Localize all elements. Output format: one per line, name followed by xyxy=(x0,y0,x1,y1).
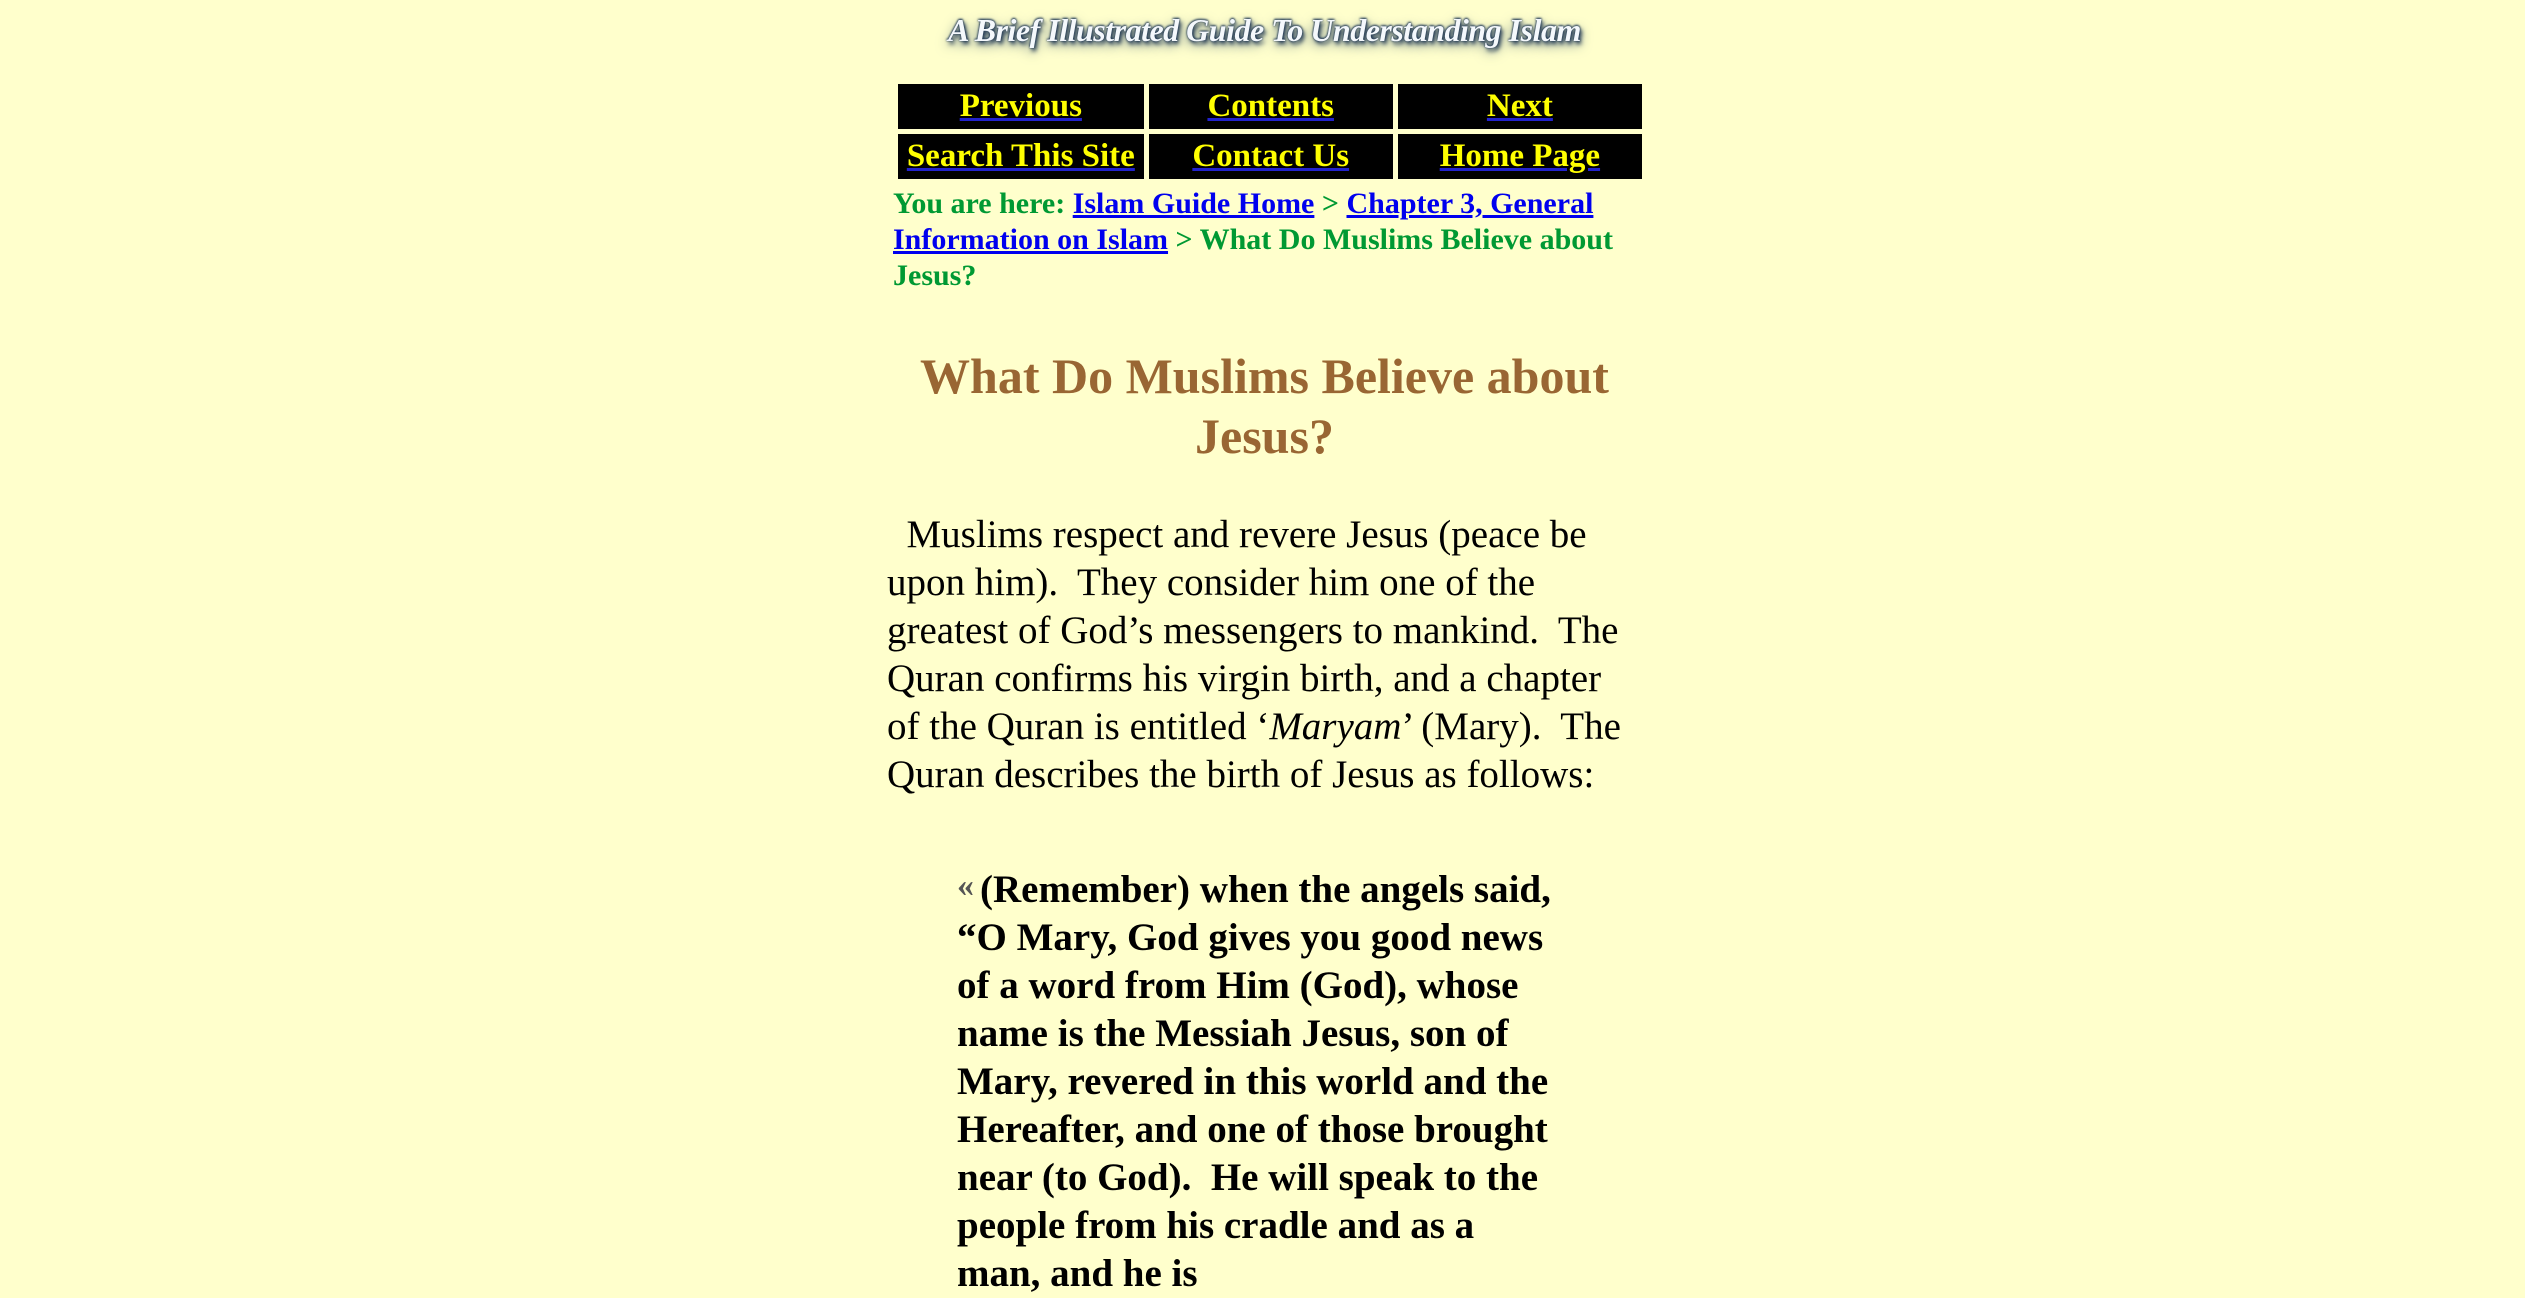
nav-cell-contents xyxy=(1149,84,1393,129)
breadcrumb-chapter-link[interactable]: Chapter 3, General Information on Islam xyxy=(893,187,1594,256)
nav-cell-search xyxy=(898,134,1144,179)
page xyxy=(887,0,1642,1295)
nav-cell-contact xyxy=(1149,134,1393,179)
home-page-link[interactable]: Home Page xyxy=(1439,138,1601,174)
intro-text-start: Muslims respect and revere Jesus (peace be upon him). They consider him one of the greatest of God’s messengers to mankind. The Quran confirms his virgin birth, and a chapter of the Quran is entitled ‘ xyxy=(887,513,1629,748)
quran-quote xyxy=(957,862,1561,1298)
intro-paragraph xyxy=(887,511,1642,799)
maryam-italic: Maryam xyxy=(1269,705,1402,748)
page-title-line1: What Do Muslims Believe about xyxy=(920,348,1609,404)
site-banner xyxy=(887,0,1642,60)
contact-link[interactable]: Contact Us xyxy=(1192,138,1350,174)
next-link[interactable]: Next xyxy=(1486,88,1553,124)
page-title-line2: Jesus? xyxy=(1195,408,1334,464)
search-site-link[interactable]: Search This Site xyxy=(906,138,1135,174)
breadcrumb-home-link[interactable]: Islam Guide Home xyxy=(1072,187,1315,220)
breadcrumb-separator: > xyxy=(1175,223,1193,256)
breadcrumb xyxy=(893,186,1645,294)
quote-text: (Remember) when the angels said, “O Mary, God gives you good news of a word from Him (God), whose name is the Messiah Jesus, son of Mary, revered in this world and the Hereafter, and one of those brought near (to God). He will speak to the people from his cradle and as a man, and he is xyxy=(957,868,1561,1295)
page-title xyxy=(887,346,1642,466)
ornate-bracket-icon: « xyxy=(957,867,974,904)
site-title: A Brief Illustrated Guide To Understanding Islam xyxy=(948,12,1581,48)
breadcrumb-separator: > xyxy=(1321,187,1339,220)
nav-cell-home xyxy=(1398,134,1642,179)
previous-link[interactable]: Previous xyxy=(959,88,1082,124)
nav-table xyxy=(893,79,1647,184)
breadcrumb-prefix: You are here: xyxy=(893,187,1066,220)
nav-cell-previous xyxy=(898,84,1144,129)
intro-text-end: ’ (Mary). The Quran describes the birth of Jesus as follows: xyxy=(887,705,1631,796)
nav-cell-next xyxy=(1398,84,1642,129)
contents-link[interactable]: Contents xyxy=(1207,88,1334,124)
breadcrumb-current: What Do Muslims Believe about Jesus? xyxy=(893,223,1613,292)
